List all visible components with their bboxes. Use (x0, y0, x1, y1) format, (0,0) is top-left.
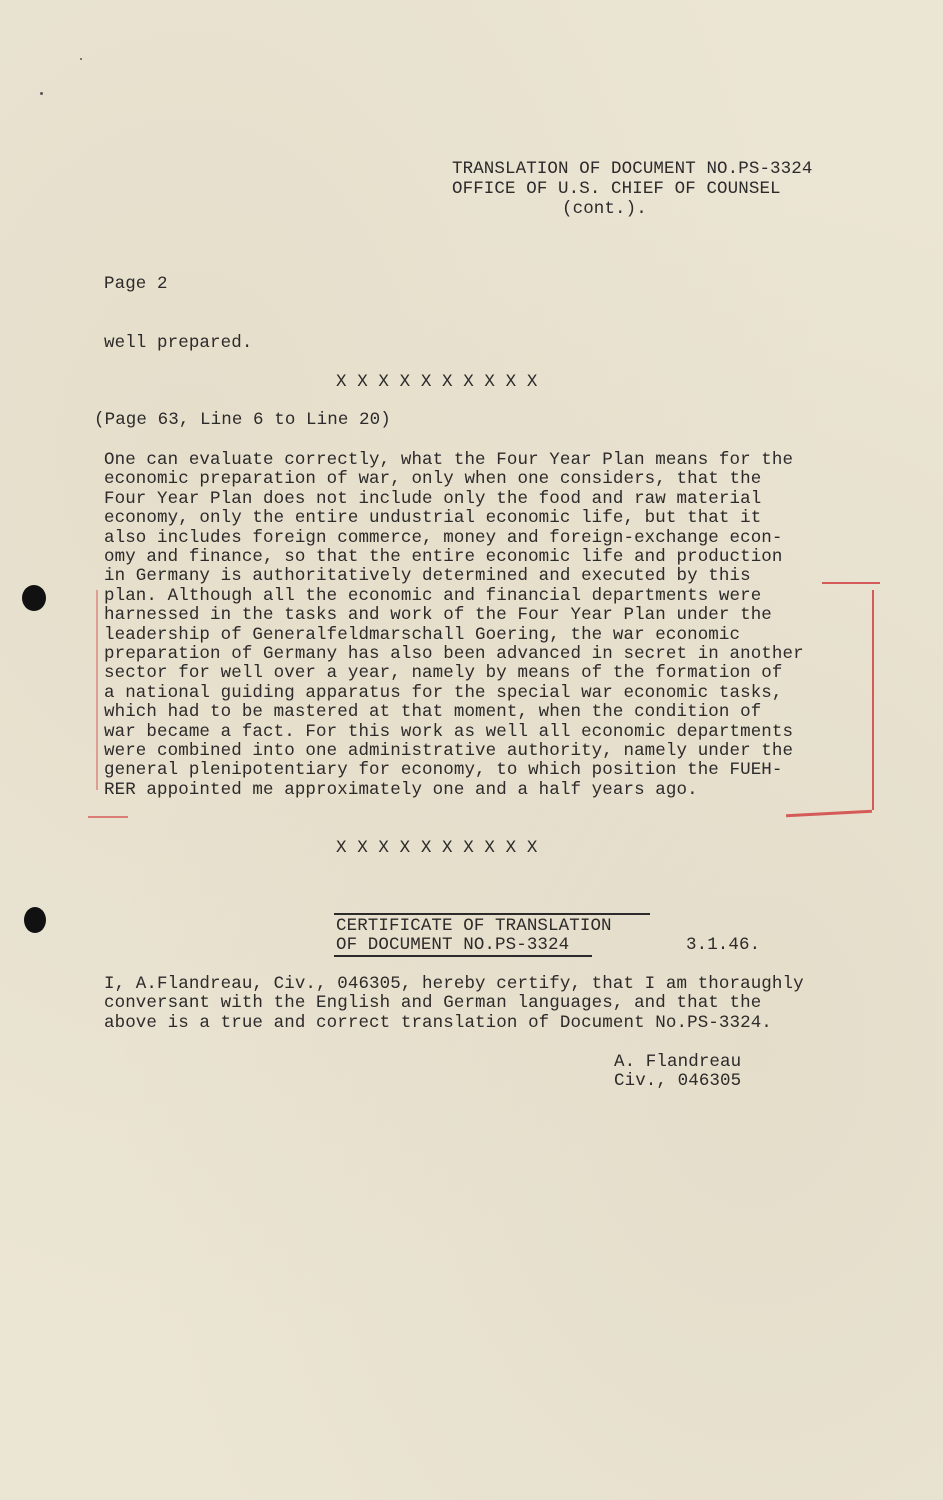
body-line: general plenipotentiary for economy, to which position the FUEH- (104, 760, 783, 781)
body-line: plan. Although all the economic and financial departments were (104, 585, 762, 606)
signature-id: Civ., 046305 (614, 1071, 742, 1092)
body-line: were combined into one administrative authority, namely under the (104, 741, 794, 761)
opening-line: well prepared. (104, 333, 253, 353)
certificate-text-line: I, A.Flandreau, Civ., 046305, hereby certify, that I am thoraughly (104, 974, 804, 994)
body-line: Four Year Plan does not include only the food and raw material (104, 488, 762, 509)
body-line: in Germany is authoritatively determined and executed by this (104, 566, 751, 587)
body-line: omy and finance, so that the entire economic life and production (104, 547, 783, 567)
certificate-underline (334, 955, 592, 957)
header-title: TRANSLATION OF DOCUMENT NO.PS-3324 (452, 159, 813, 179)
body-line: preparation of Germany has also been advanced in secret in another (104, 644, 804, 664)
speck-mark (40, 92, 43, 95)
header-office: OFFICE OF U.S. CHIEF OF COUNSEL (452, 179, 781, 199)
certificate-document-ref: OF DOCUMENT NO.PS-3324 (336, 935, 570, 955)
certificate-title: CERTIFICATE OF TRANSLATION (336, 916, 612, 936)
body-line: RER appointed me approximately one and a half years ago. (104, 779, 698, 800)
body-line: war became a fact. For this work as well all economic departments (104, 721, 794, 742)
red-bracket-right (872, 590, 874, 810)
body-line: economic preparation of war, only when one considers, that the (104, 469, 762, 490)
body-line: also includes foreign commerce, money and foreign-exchange econ- (104, 527, 783, 548)
source-reference: (Page 63, Line 6 to Line 20) (94, 410, 391, 430)
punch-hole-bottom (24, 907, 46, 933)
header-cont: (cont.). (562, 199, 647, 219)
certificate-text-line: above is a true and correct translation of Document No.PS-3324. (104, 1012, 772, 1033)
body-line: sector for well over a year, namely by means of the formation of (104, 663, 783, 684)
red-bracket-left (96, 590, 98, 790)
body-line: a national guiding apparatus for the special war economic tasks, (104, 682, 783, 703)
separator-bottom: X X X X X X X X X X (336, 838, 538, 858)
body-line: One can evaluate correctly, what the Four Year Plan means for the (104, 450, 794, 470)
body-line: harnessed in the tasks and work of the Four Year Plan under the (104, 605, 772, 626)
body-line: economy, only the entire undustrial economic life, but that it (104, 508, 762, 529)
red-bracket-bottom-right (786, 810, 872, 817)
red-bracket-bottom-left (88, 816, 128, 818)
punch-hole-top (22, 585, 46, 611)
page-label: Page 2 (104, 274, 168, 294)
body-line: which had to be mastered at that moment, when the condition of (104, 702, 762, 723)
separator-top: X X X X X X X X X X (336, 372, 538, 392)
certificate-text-line: conversant with the English and German languages, and that the (104, 993, 762, 1014)
red-bracket-top (822, 582, 880, 584)
certificate-overline (334, 913, 650, 915)
signature-name: A. Flandreau (614, 1052, 742, 1072)
certificate-date: 3.1.46. (686, 935, 761, 955)
speck-mark (80, 58, 82, 60)
body-line: leadership of Generalfeldmarschall Goering, the war economic (104, 624, 741, 645)
